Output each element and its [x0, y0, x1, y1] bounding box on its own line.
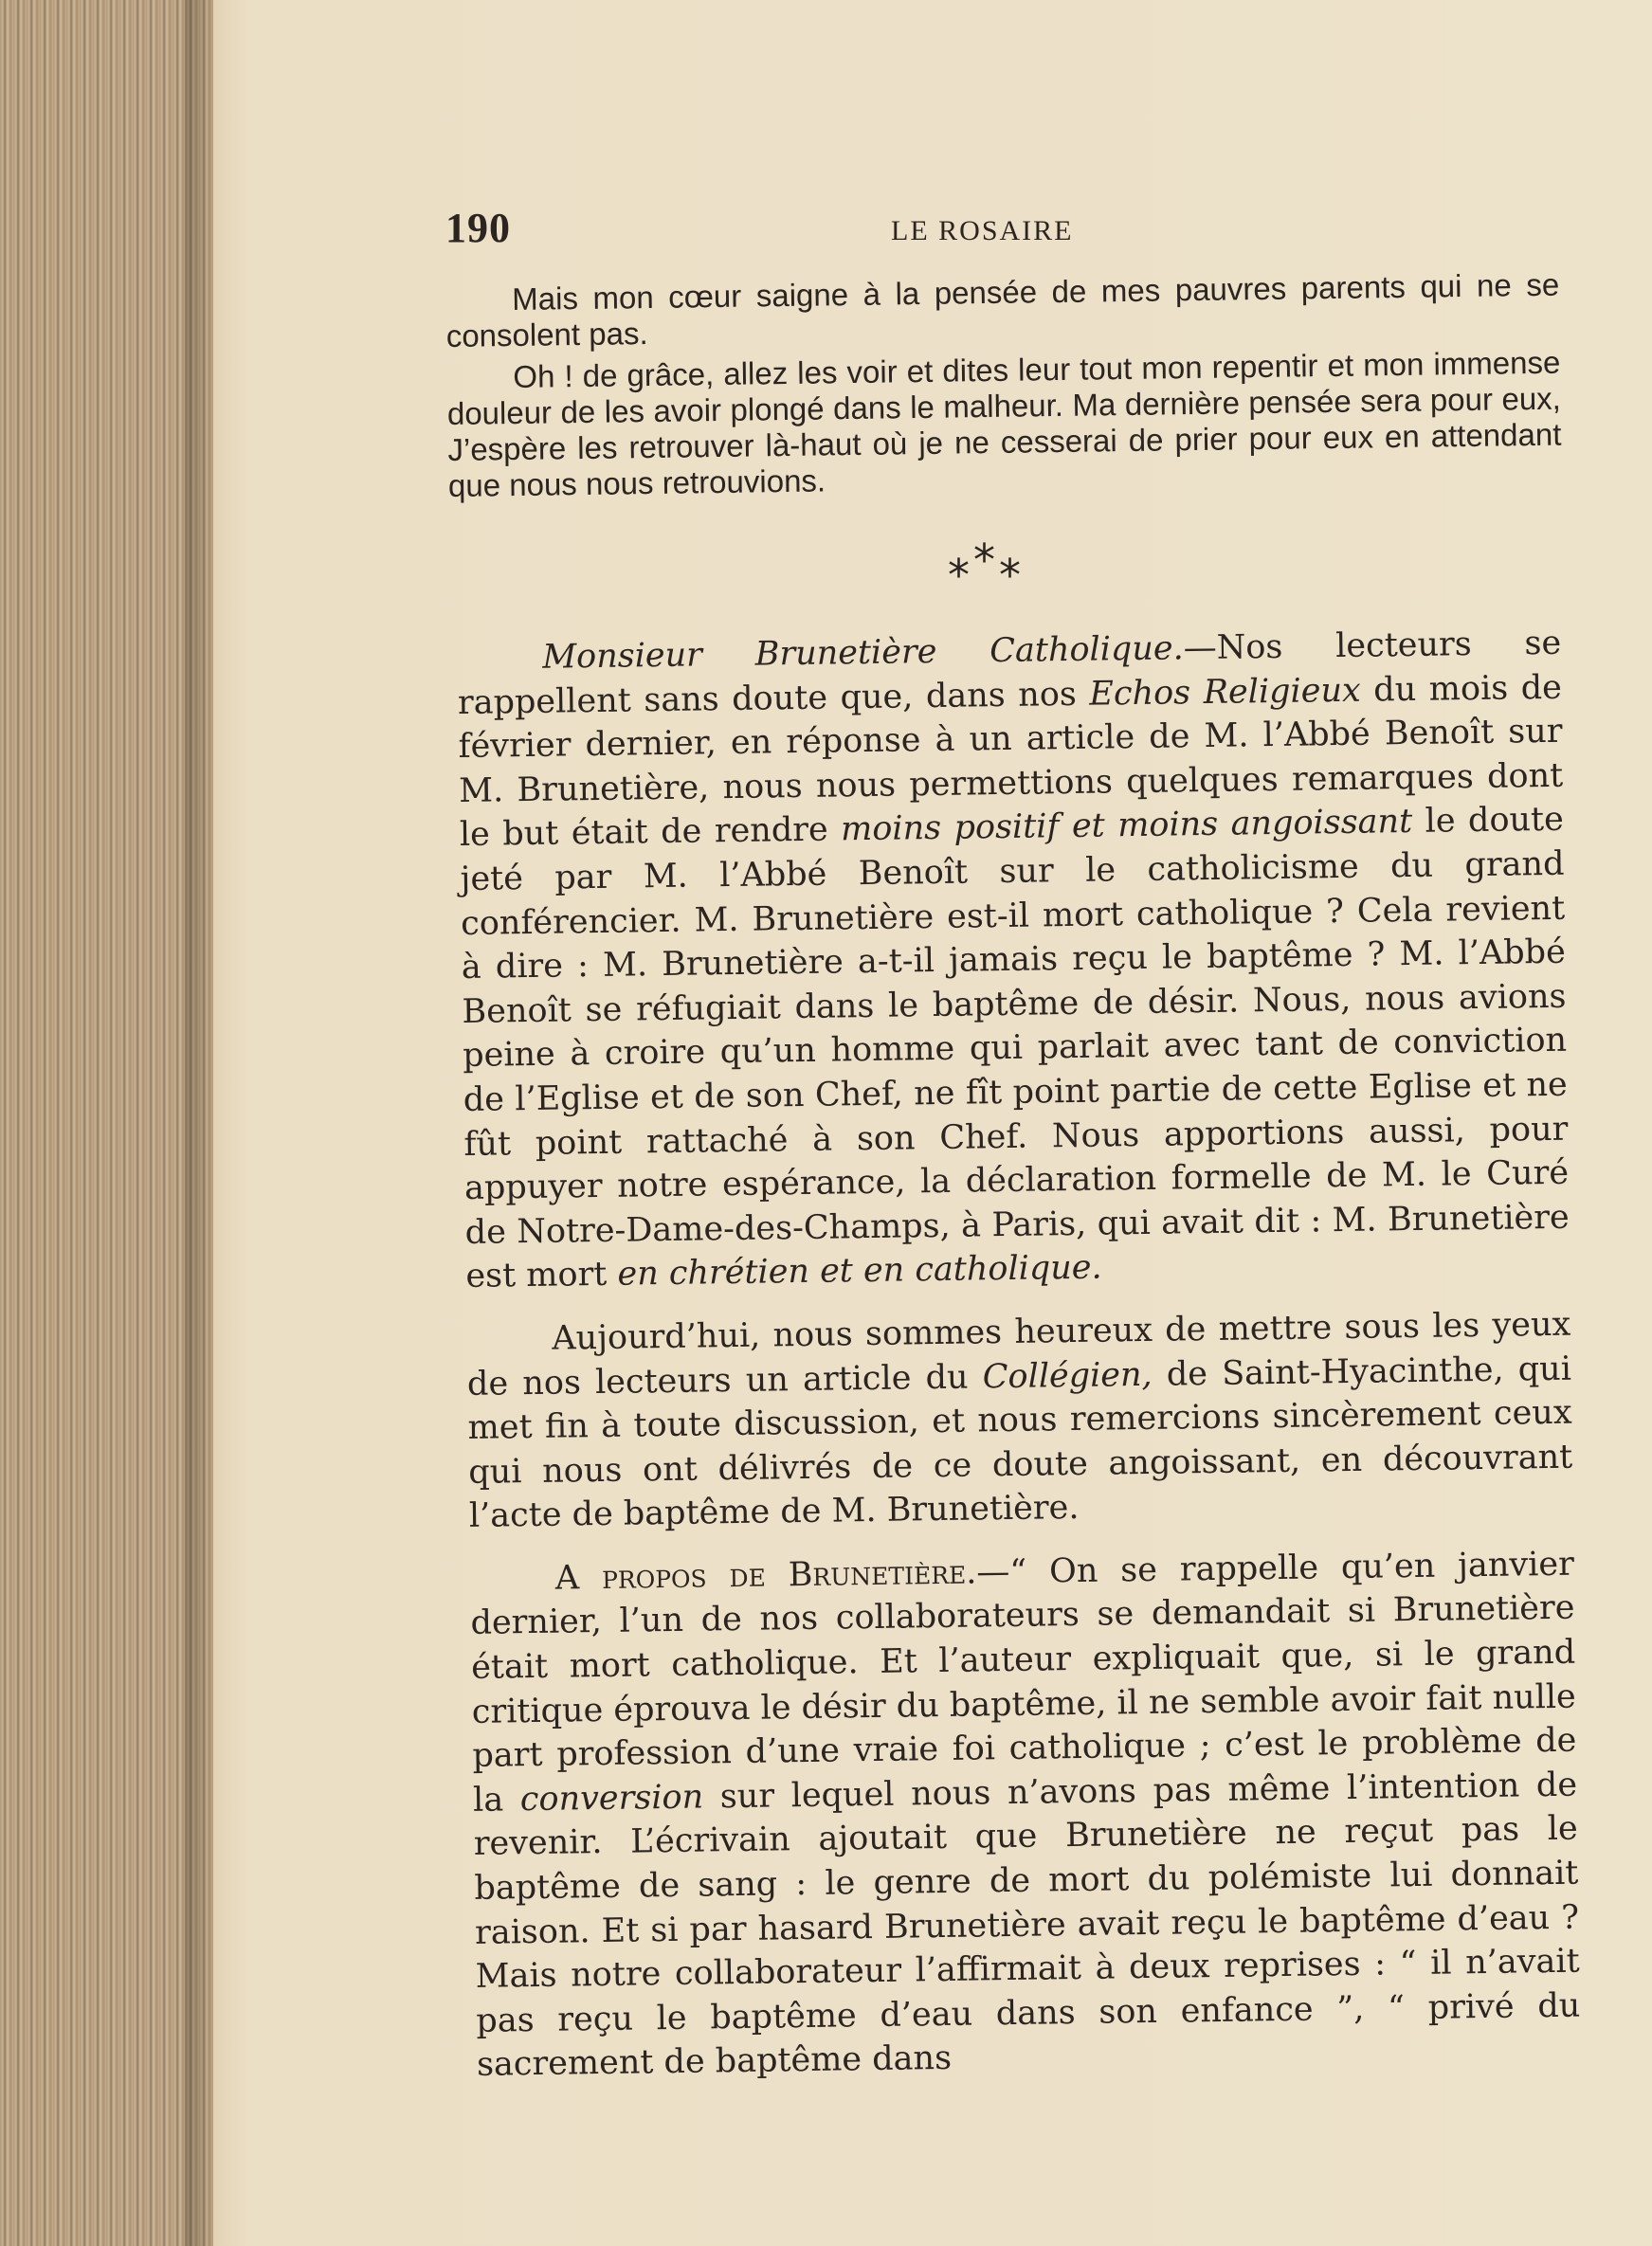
separator-star-right: *: [999, 550, 1025, 601]
text-run: sur lequel nous n’avons pas même l’intention de revenir. L’écrivain ajoutait que Brunetière ne reçut pas le baptême de sang : le genre de mort du polémiste lui donnait raison. Et si par hasard Brunetière avait reçu le baptême d’eau ? Mais notre collaborateur l’affirmait à deux reprises : “ il n’avait pas reçu le baptême d’eau dans son enfance ”, “ privé du sacrement de baptême dans: [473, 1766, 1581, 2085]
article-paragraph-3: [470, 1543, 1582, 2088]
article-title: Monsieur Brunetière Catholique.: [542, 629, 1184, 677]
section-heading: A propos de Brunetière.: [554, 1553, 977, 1598]
text-run: —“ On se rappelle qu’en janvier dernier, l’un de nos collaborateurs se demandait si Brunetière était mort catholique. Et l’auteur expliquait que, si le grand critique éprouva le désir du baptême, il ne semble avoir fait nulle part profession d’une vraie foi catholique ; c’est le problème de la: [470, 1545, 1577, 1820]
echos-religieux-title: Echos Religieux: [1089, 671, 1361, 714]
text-run: le doute jeté par M. l’Abbé Benoît sur le catholicisme du grand conférencier. M. Brunetière est-il mort catholique ? Cela revient à dire : M. Brunetière a-t-il jamais reçu le baptême ? M. l’Abbé Benoît se réfugiait dans le baptême de désir. Nous, nous avions peine à croire qu’un homme qui parlait avec tant de conviction de l’Eglise et de son Chef, ne fît point partie de cette Eglise et ne fût point rattaché à son Chef. Nous apportions aussi, pour appuyer notre espérance, la déclaration formelle de M. le Curé de Notre-Dame-des-Champs, à Paris, qui avait dit : M. Brunetière est mort: [460, 801, 1570, 1296]
running-title: LE ROSAIRE: [891, 215, 1074, 246]
book-gutter: [0, 0, 213, 2246]
article-paragraph-2: [466, 1303, 1573, 1539]
article-paragraph-1: [457, 622, 1570, 1299]
emphasis-chretien-catholique: en chrétien et en catholique.: [617, 1248, 1102, 1295]
text-run: de Saint-Hyacinthe, qui met fin à toute discussion, et nous remercions sincèrement ceux qui nous ont délivrés de ce doute angoissant, en découvrant l’acte de baptême de M. Brunetière.: [467, 1349, 1573, 1536]
emphasis-conversion: conversion: [519, 1778, 704, 1820]
letter-paragraph-1: Mais mon cœur saigne à la pensée de mes pauvres parents qui ne se consolent pas.: [445, 266, 1560, 353]
letter-excerpt: [445, 267, 1562, 510]
text-run: —Nos lecteurs se rappellent sans doute que, dans nos: [457, 624, 1562, 722]
letter-paragraph-2: Oh ! de grâce, allez les voir et dites leur tout mon repentir et mon immense douleur de les avoir plongé dans le malheur. Ma dernière pensée sera pour eux, J’espère les retrouver là-haut où je ne cesserai de prier pour eux en attendant que nous nous retrouvions.: [446, 344, 1562, 503]
section-separator: [948, 534, 1025, 601]
collegien-title: Collégien,: [982, 1355, 1153, 1396]
text-run: et: [1059, 806, 1118, 846]
text-run: du mois de février dernier, en réponse à un article de M. l’Abbé Benoît sur M. Brunetière, nous nous permettions quelques remarques dont le but était de rendre: [458, 668, 1564, 855]
separator-star-left: *: [948, 550, 973, 601]
emphasis-moins-angoissant: moins angoissant: [1116, 803, 1413, 845]
page-number: 190: [445, 205, 511, 251]
emphasis-moins-positif: moins positif: [840, 807, 1060, 849]
page-header: [445, 204, 1564, 261]
article-body: [457, 622, 1582, 2107]
text-run: Aujourd’hui, nous sommes heureux de mettre sous les yeux de nos lecteurs un article du: [466, 1305, 1571, 1404]
separator-star-middle: *: [973, 534, 999, 586]
